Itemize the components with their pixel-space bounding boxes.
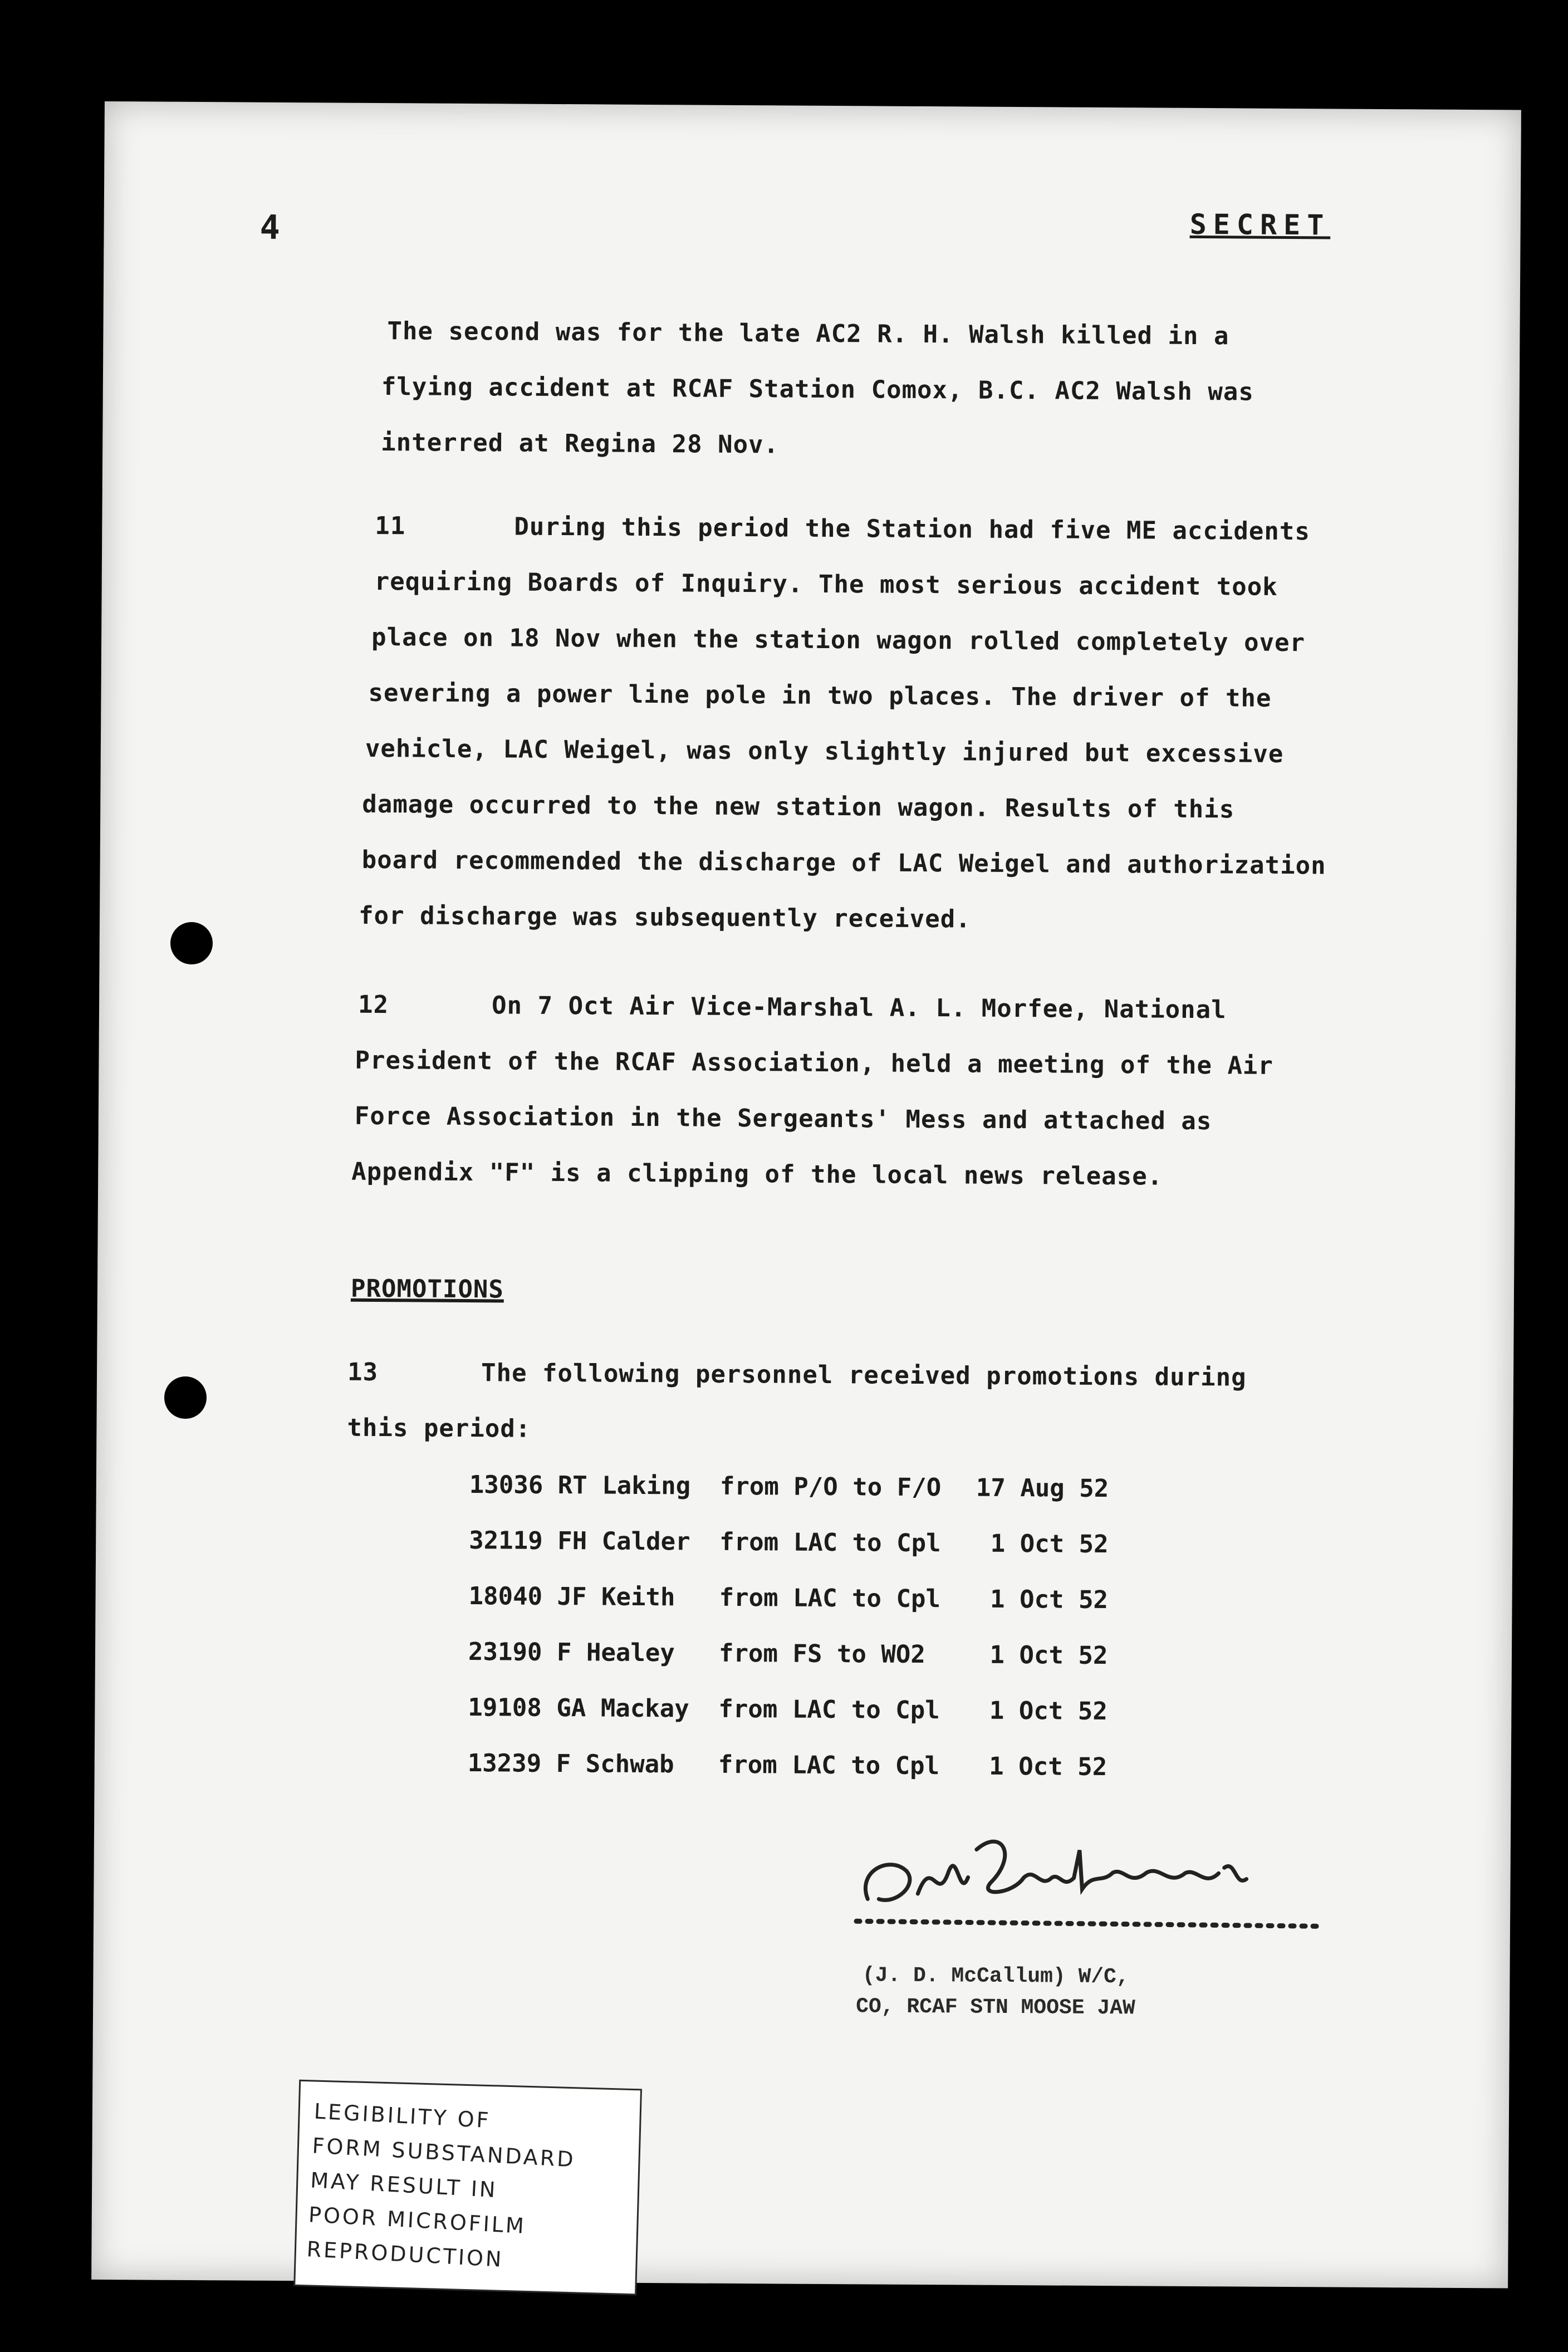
table-row — [469, 1457, 1109, 1516]
signatory-name: (J. D. McCallum) W/C, — [862, 1963, 1129, 1990]
microfilm-notice-text — [306, 2094, 578, 2280]
promotion-name: 18040 JF Keith — [468, 1581, 675, 1611]
table-row — [468, 1679, 1108, 1739]
punch-hole-lower — [164, 1376, 207, 1419]
para11-line-6: damage occurred to the new station wagon. Results of this — [362, 790, 1235, 824]
promotion-change: from LAC to Cpl — [718, 1694, 940, 1724]
para12-line-1: On 7 Oct Air Vice-Marshal A. L. Morfee, National — [491, 991, 1227, 1025]
promotion-name: 13036 RT Laking — [469, 1470, 691, 1500]
continuation-line-2: flying accident at RCAF Station Comox, B.C. AC2 Walsh was — [381, 373, 1254, 406]
notice-line: LEGIBILITY OF — [313, 2099, 492, 2133]
document-page — [91, 101, 1521, 2288]
continuation-line-3: interred at Regina 28 Nov. — [381, 428, 780, 459]
promotion-change: from LAC to Cpl — [719, 1527, 941, 1557]
para12-line-3: Force Association in the Sergeants' Mess and attached as — [354, 1101, 1212, 1136]
para11-line-2: requiring Boards of Inquiry. The most serious accident took — [374, 567, 1278, 601]
promotion-date: 1 Oct 52 — [989, 1696, 1108, 1726]
punch-hole-upper — [170, 922, 213, 964]
para12-line-2: President of the RCAF Association, held a meeting of the Air — [355, 1046, 1274, 1080]
promotion-name: 23190 F Healey — [468, 1637, 675, 1667]
promotions-intro-line-1: The following personnel received promotions during — [481, 1359, 1247, 1392]
table-row — [467, 1735, 1107, 1795]
promotions-heading: PROMOTIONS — [350, 1274, 504, 1304]
signature — [834, 1787, 1336, 1968]
notice-line: MAY RESULT IN — [310, 2168, 498, 2203]
para11-line-8: for discharge was subsequently received. — [358, 901, 971, 934]
para11-line-7: board recommended the discharge of LAC Weigel and authorization — [361, 845, 1326, 880]
paragraph-number-11: 11 — [375, 511, 406, 541]
promotion-date: 1 Oct 52 — [989, 1585, 1109, 1614]
continuation-line-1: The second was for the late AC2 R. H. Walsh killed in a — [387, 317, 1229, 351]
paragraph-number-12: 12 — [357, 990, 389, 1020]
promotion-change: from LAC to Cpl — [718, 1750, 940, 1780]
para11-line-3: place on 18 Nov when the station wagon rolled completely over — [371, 623, 1306, 658]
signature-caption — [856, 1960, 1135, 2024]
promotion-date: 1 Oct 52 — [989, 1752, 1108, 1781]
promotion-change: from FS to WO2 — [718, 1639, 926, 1669]
promotion-name: 19108 GA Mackay — [468, 1693, 689, 1723]
paragraph-number-13: 13 — [347, 1358, 379, 1387]
classification-marking: SECRET — [1189, 208, 1331, 242]
promotion-change: from P/O to F/O — [719, 1472, 942, 1502]
notice-line: POOR MICROFILM — [307, 2202, 527, 2238]
promotion-date: 17 Aug 52 — [976, 1473, 1109, 1503]
table-row — [468, 1568, 1108, 1628]
notice-line: REPRODUCTION — [306, 2237, 504, 2272]
signatory-title: CO, RCAF STN MOOSE JAW — [855, 1995, 1135, 2021]
promotion-date: 1 Oct 52 — [990, 1529, 1109, 1559]
promotion-name: 32119 FH Calder — [469, 1526, 690, 1556]
table-row — [469, 1512, 1109, 1572]
para12-line-4: Appendix "F" is a clipping of the local news release. — [351, 1157, 1163, 1191]
notice-line: FORM SUBSTANDARD — [311, 2133, 576, 2172]
promotions-intro-line-2: this period: — [347, 1413, 531, 1443]
promotion-date: 1 Oct 52 — [989, 1640, 1108, 1670]
promotions-table — [467, 1457, 1109, 1795]
promotion-name: 13239 F Schwab — [467, 1748, 674, 1778]
para11-line-4: severing a power line pole in two places. The driver of the — [368, 678, 1272, 713]
microfilm-notice-sticker — [295, 2081, 640, 2294]
para11-line-5: vehicle, LAC Weigel, was only slightly injured but excessive — [365, 734, 1284, 768]
table-row — [468, 1624, 1108, 1683]
page-number: 4 — [259, 208, 281, 247]
para11-line-1: During this period the Station had five ME accidents — [514, 512, 1310, 546]
promotion-change: from LAC to Cpl — [719, 1583, 941, 1613]
